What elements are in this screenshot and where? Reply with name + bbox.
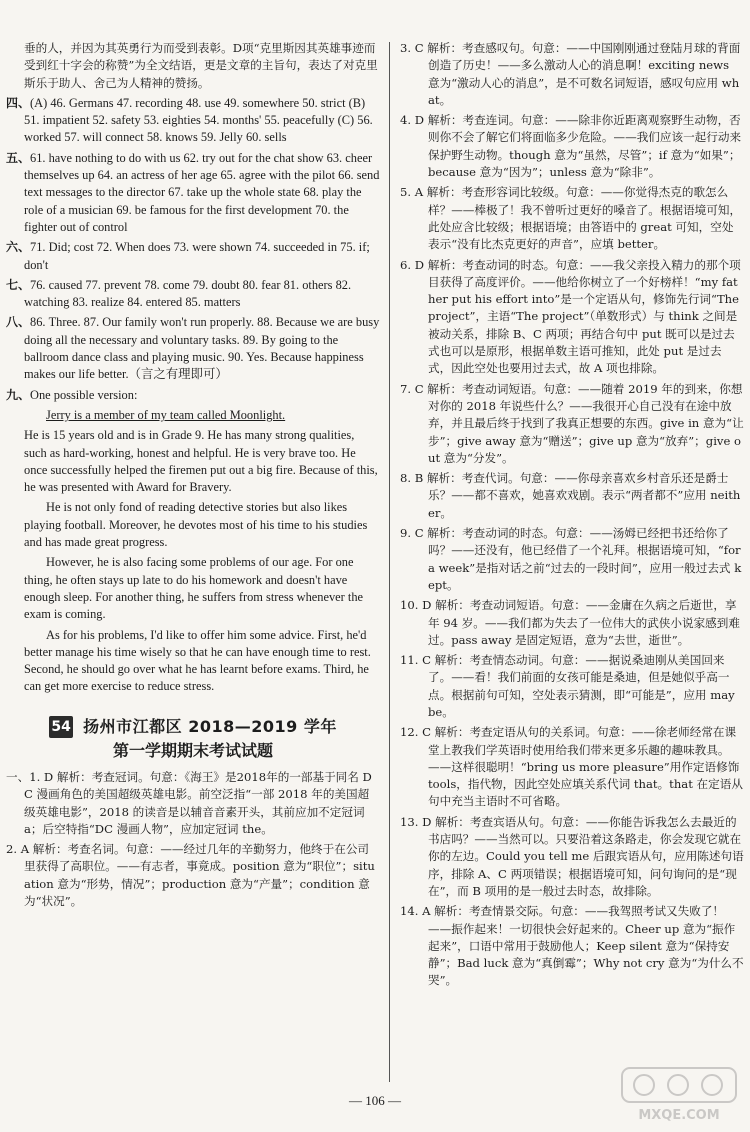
essay-first-line — [6, 407, 380, 424]
section-6-answers — [6, 239, 380, 274]
answer-q13: 13. D 解析：考查宾语从句。句意：——你能告诉我怎么去最近的书店吗？——当然可以。只要沿着这条路走，你会发现它就在你的左边。Could you tell me 后跟宾语从句，应用陈述句语序，排除 A、C 两项错误；根据语境可知，问句询问的是“现在”，而 B 项用的是一般过去时态，故排除。 — [400, 814, 744, 898]
watermark-text: MXQE.COM — [638, 1108, 720, 1123]
watermark-logo-icon — [620, 1066, 738, 1124]
right-column — [400, 40, 744, 993]
answer-q8: 8. B 解析：考查代词。句意：——你母亲喜欢乡村音乐还是爵士乐？——都不喜欢，她喜欢戏剧。表示“两者都不”应用 neither。 — [400, 471, 741, 520]
answer-q10: 10. D 解析：考查动词短语。句意：——金庸在久病之后逝世，享年 94 岁。——我们都为失去了一位伟大的武侠小说家感到难过。pass away 是固定短语，意为“去世，逝世”。 — [400, 598, 740, 647]
section-9-heading — [6, 387, 380, 404]
section-5-text: 61. have nothing to do with us 62. try out for the chat show 63. cheer themselves up 64. an actress of her age 65. agree with the pilot 66. send text messages to the director 67. take up the whole state 68. play the role of a musician 69. be famous for the first development 70. the fighter out of control — [24, 150, 380, 234]
answer-q9: 9. C 解析：考查动词的时态。句意：——汤姆已经把书还给你了吗？——还没有，他已经借了一个礼拜。根据语境可知，“for a week”是指对话之前“过去的一段时间”，应用一般过去式 kept。 — [400, 526, 742, 592]
exam-title-row — [6, 716, 380, 738]
answer-q6: 6. D 解析：考查动词的时态。句意：——我父亲投入精力的那个项目获得了高度评价。——他给你树立了一个好榜样！“my father put his effort into”是一个定语从句，修饰先行词“The project”，主语“The project”（单数形式）与 think 之间是被动关系，排除 B、C 两项；再结合句中 put 既可以是过去式也可以是原形，根据单数主语可推知，此处 put 是过去式，因此空处也要用过去式，故 A 项也排除。 — [400, 257, 741, 376]
section-4-head: 四、 — [6, 95, 31, 110]
essay-paragraph-3: However, he is also facing some problems of our age. For one thing, he often stays up late to do his homework and doesn't have enough sleep. For another thing, he suffers from stress whenever the exam is coming. — [24, 555, 364, 622]
page-number: — 106 — — [349, 1093, 401, 1108]
answer-q4: 4. D 解析：考查连词。句意：——除非你近距离观察野生动物，否则你不会了解它们将面临多少危险。——我们应该一起行动来保护野生动物。though 意为“虽然，尽管”；if 意为“如果”；because 意为“因为”；unless 意为“除非”。 — [400, 113, 742, 180]
section-9-head: 九、 — [6, 387, 31, 402]
answer-q12: 12. C 解析：考查定语从句的关系词。句意：——徐老师经常在课堂上教我们学英语时使用给我们带来更多乐趣的趣味教具。——这样很聪明！“bring us more pleasure”用作定语修饰 tools，指代物，因此空处应填关系代词 that。that 在定语从句中充当主语时不可省略。 — [400, 725, 743, 809]
exam-title-line-1: 扬州市江都区 2018—2019 学年 — [83, 717, 337, 737]
section-7-head: 七、 — [6, 277, 31, 292]
answer-q11: 11. C 解析：考查情态动词。句意：——据说桑迪刚从美国回来了。——看！我们前面的女孩可能是桑迪，但是她似乎高一点。根据前句可知，空处表示猜测，即“可能是”，应用 may be。 — [400, 653, 735, 719]
essay-underlined-sentence: Jerry is a member of my team called Moonlight. — [46, 407, 286, 422]
essay-paragraph-1: He is 15 years old and is in Grade 9. He has many strong qualities, such as hard-working, honest and helpful. He is very brave too. He once successfully helped the firemen put out a big fire. Because of this, he was presented with Award for Bravery. — [24, 428, 378, 495]
exam-title-block — [6, 716, 380, 759]
answer-q14: 14. A 解析：考查情景交际。句意：——我驾照考试又失败了！——振作起来！一切很快会好起来的。Cheer up 意为“振作起来”，口语中常用于鼓励他人；Keep silent 意为“保持安静”；Bad luck 意为“真倒霉”；Why not cry 意为“为什么不哭”。 — [400, 904, 744, 988]
essay-paragraph-4: As for his problems, I'd like to offer him some advice. First, he'd better manage his time wisely so that he can have enough time to rest. Second, he should go over what he has learnt before exams. Third, he can get more exercise to reduce stress. — [24, 627, 371, 694]
section-8-head: 八、 — [6, 315, 31, 330]
answer-q5: 5. A 解析：考查形容词比较级。句意：——你觉得杰克的歌怎么样？——棒极了！我不曾听过更好的嗓音了。根据语境可知，此处应含比较级；根据语境；由答语中的 great 可知，空处表示“没有比杰克更好的声音”，应填 better。 — [400, 185, 742, 252]
left-column — [6, 40, 380, 913]
section-4-answers — [6, 95, 380, 147]
section-5-head: 五、 — [6, 150, 31, 165]
section-7-answers — [6, 277, 380, 312]
section-6-text: 71. Did; cost 72. When does 73. were shown 74. succeeded in 75. if; don't — [24, 240, 370, 272]
section-5-answers — [6, 150, 380, 236]
section-8-answers — [6, 314, 380, 383]
column-divider — [389, 42, 390, 1082]
intro-continuation: 垂的人，并因为其英勇行为而受到表彰。D项“克里斯因其英雄事迹而受到红十字会的称赞”为全文结语，更是文章的主旨句，表达了对克里斯乐于助人、舍己为人精神的赞扬。 — [24, 41, 378, 90]
answer-q1: 一、1. D 解析：考查冠词。句意：《海王》是2018年的一部基于同名 DC 漫画角色的美国超级英雄电影。前空泛指“一部 2018 年的美国超级英雄电影”，2018 的读音是以辅音音素开头，其前应加不定冠词 a；后空特指“DC 漫画人物”，应加定冠词 the。 — [6, 769, 372, 836]
section-9-text: One possible version: — [30, 387, 138, 402]
section-4-text: (A) 46. Germans 47. recording 48. use 49. somewhere 50. strict (B) 51. impatient 52. safety 53. eighties 54. months' 55. peacefully (C) 56. worked 57. will connect 58. knows 59. Jelly 60. sells — [24, 95, 373, 145]
answer-q2: 2. A 解析：考查名词。句意：——经过几年的辛勤努力，他终于在公司里获得了高职位。——有志者，事竟成。position 意为“职位”；situation 意为“形势，情况”；production 意为“产量”；condition 意为“状况”。 — [6, 842, 375, 909]
essay-paragraph-2: He is not only fond of reading detective stories but also likes playing football. Moreover, he devotes most of his time to his studies and has made great progress. — [24, 500, 368, 550]
exam-title-line-2: 第一学期期末考试试题 — [112, 740, 273, 760]
section-7-text: 76. caused 77. prevent 78. come 79. doubt 80. fear 81. others 82. watching 83. realize 84. entered 85. matters — [24, 277, 352, 310]
answer-q7: 7. C 解析：考查动词短语。句意：——随着 2019 年的到来，你想对你的 2018 年说些什么？——我很开心自己没有在途中放弃，并且最后终于找到了我真正想要的东西。give in 意为“让步”；give away 意为“赠送”；give up 意为“放弃”；give out 意为“分发”。 — [400, 381, 744, 465]
section-6-head: 六、 — [6, 240, 31, 255]
exam-number-badge: 54 — [49, 716, 73, 738]
answer-q3: 3. C 解析：考查感叹句。句意：——中国刚刚通过登陆月球的背面创造了历史！——多么激动人心的消息啊！exciting news 意为“激动人心的消息”，是不可数名词短语，感叹句应用 what。 — [400, 41, 741, 107]
section-8-text: 86. Three. 87. Our family won't run properly. 88. Because we are busy doing all the necessary and voluntary tasks. 89. By going to the ballroom dance class and playing music. 90. Yes. Because happiness makes our life better.（言之有理即可） — [24, 315, 380, 382]
